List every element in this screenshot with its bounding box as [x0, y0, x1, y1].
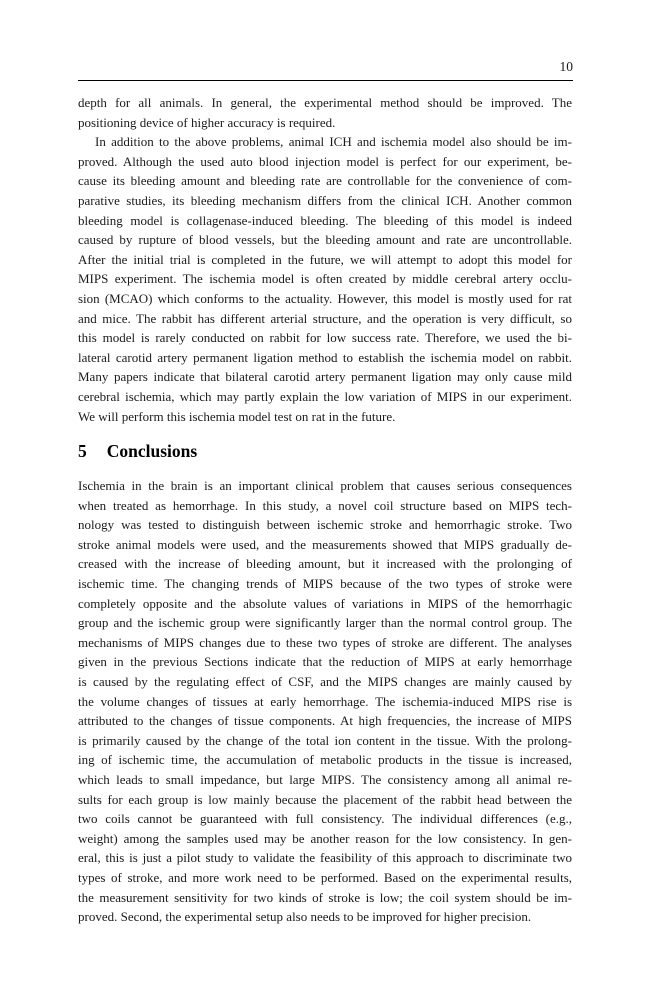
text-line: Ischemia in the brain is an important clinical problem that causes serious consequences [78, 478, 572, 494]
text-line: and mice. The rabbit has different arterial structure, and the operation is very difficult, so [78, 310, 572, 326]
text-line: weight) among the samples used may be another reason for the low consistency. In gen- [78, 830, 572, 846]
text-line: completely opposite and the absolute values of variations in MIPS of the hemorrhagic [78, 595, 572, 611]
text-line: depth for all animals. In general, the experimental method should be improved. The [78, 95, 572, 110]
text-line: mechanisms of MIPS changes due to these two types of stroke are different. The analyses [78, 634, 572, 650]
text-line: positioning device of higher accuracy is required. [78, 114, 336, 130]
text-line: the measurement sensitivity for two kinds of stroke is low; the coil system should be im- [78, 889, 572, 905]
text-line: ischemic time. The changing trends of MIPS because of the two types of stroke were [78, 576, 572, 592]
text-line: creased with the increase of bleeding amount, but it increased with the prolonging of [78, 556, 572, 572]
text-line: the volume changes of tissues at early hemorrhage. The ischemia-induced MIPS rise is [78, 693, 572, 709]
text-line: which leads to small impedance, but large MIPS. The consistency among all animal re- [78, 772, 572, 787]
text-line: given in the previous Sections indicate that the reduction of MIPS at early hemorrhage [78, 654, 572, 670]
text-line: caused by rupture of blood vessels, but the bleeding amount and rate are uncontrollable. [78, 232, 572, 248]
section-number: 5 [78, 441, 87, 462]
paragraph-conclusions [78, 476, 572, 927]
section-title: Conclusions [106, 441, 198, 462]
text-line: In addition to the above problems, animal ICH and ischemia model also should be im- [95, 134, 572, 150]
text-line: group and the ischemic group were significantly larger than the normal control group. The [78, 615, 572, 631]
text-line: lateral carotid artery permanent ligation method to establish the ischemia model on rabbit. [78, 349, 572, 365]
text-line: We will perform this ischemia model test on rat in the future. [78, 408, 396, 424]
text-line: MIPS experiment. The ischemia model is often created by middle cerebral artery occlu- [78, 271, 572, 287]
text-line: eral, this is just a pilot study to validate the feasibility of this approach to discriminate two [78, 850, 572, 866]
paragraph-method-improvement [78, 93, 572, 132]
text-line: sion (MCAO) which conforms to the actuality. However, this model is mostly used for rat [78, 290, 572, 306]
text-line: proved. Although the used auto blood injection model is perfect for our experiment, be- [78, 153, 572, 169]
page-number: 10 [559, 59, 573, 74]
text-line: sults for each group is low mainly because the placement of the rabbit head between the [78, 791, 572, 807]
paragraph-animal-models [78, 132, 572, 426]
text-line: two coils cannot be guaranteed with full consistency. The individual differences (e.g., [78, 811, 572, 827]
text-line: stroke animal models were used, and the measurements showed that MIPS gradually de- [78, 536, 572, 552]
text-line: After the initial trial is completed in the future, we will attempt to adopt this model for [78, 251, 572, 267]
text-line: this model is rarely conducted on rabbit for low success rate. Therefore, we used the bi- [78, 330, 572, 346]
text-line: parative studies, its bleeding mechanism differs from the clinical ICH. Another common [78, 192, 572, 208]
text-line: is caused by the regulating effect of CSF, and the MIPS changes are mainly caused by [78, 674, 572, 690]
text-line: cause its bleeding amount and bleeding rate are controllable for the convenience of com- [78, 173, 572, 189]
text-line: cerebral ischemia, which may partly explain the low variation of MIPS in our experiment. [78, 388, 572, 404]
text-line: attributed to the changes of tissue components. At high frequencies, the increase of MIPS [78, 713, 572, 729]
text-line: Many papers indicate that bilateral carotid artery permanent ligation may only cause mild [78, 369, 572, 385]
text-block [78, 93, 572, 927]
text-line: types of stroke, and more work need to be performed. Based on the experimental results, [78, 869, 572, 885]
text-line: bleeding model is collagenase-induced bleeding. The bleeding of this model is indeed [78, 212, 572, 228]
header-rule [78, 80, 573, 81]
text-line: nology was tested to distinguish between ischemic stroke and hemorrhagic stroke. Two [78, 517, 572, 533]
text-line: is primarily caused by the change of the total ion content in the tissue. With the prolong- [78, 732, 572, 748]
text-line: proved. Second, the experimental setup also needs to be improved for higher precision. [78, 909, 532, 925]
text-line: when treated as hemorrhage. In this study, a novel coil structure based on MIPS tech- [78, 497, 572, 513]
section-heading [78, 440, 572, 462]
text-line: ing of ischemic time, the accumulation of metabolic products in the tissue is increased, [78, 752, 572, 768]
